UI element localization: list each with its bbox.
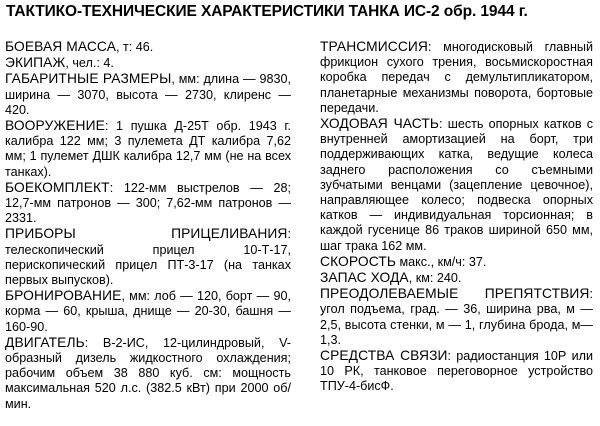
spec-entry-combat-mass xyxy=(5,39,291,55)
spec-text: : радиостанция 10Р или 10 РК, танковое переговорное устройство ТПУ-4-бисФ. xyxy=(320,349,594,394)
spec-heading: БОЕВАЯ МАССА xyxy=(5,39,116,54)
spec-entry-engine xyxy=(5,335,291,412)
spec-text: , мм: длина — 9830, ширина — 3070, высота — 2730, клиренс — 420. xyxy=(5,72,291,117)
spec-text: : телескопический прицел 10-Т-17, перископический прицел ПТ-3-17 (на танках первых выпусков). xyxy=(5,227,291,288)
spec-entry-sights xyxy=(5,226,291,288)
spec-heading: БРОНИРОВАНИЕ xyxy=(5,288,122,304)
spec-text: : 122-мм выстрелов — 28; 12,7-мм патронов — 300; 7,62-мм патронов — 2331. xyxy=(5,180,291,226)
right-column xyxy=(320,39,593,395)
spec-text: макс., км/ч: 37. xyxy=(396,254,487,269)
spec-heading: БОЕКОМПЛЕКТ xyxy=(5,179,110,195)
spec-text: , мм: лоб — 120, борт — 90, корма — 60, крыша, днище — 20-30, башня — 160-90. xyxy=(5,289,291,334)
left-column xyxy=(5,39,291,412)
spec-heading: ХОДОВАЯ ЧАСТЬ xyxy=(320,116,440,132)
spec-entry-ammunition xyxy=(5,180,291,227)
page-title: ТАКТИКО-ТЕХНИЧЕСКИЕ ХАРАКТЕРИСТИКИ ТАНКА ИС-2 обр. 1944 г. xyxy=(6,3,528,20)
spec-heading: ЗАПАС ХОДА xyxy=(320,270,409,286)
spec-heading: ГАБАРИТНЫЕ РАЗМЕРЫ xyxy=(5,71,172,87)
spec-text: : В-2-ИС, 12-цилиндровый, V-образный дизель жидкостного охлаждения; рабочим объем 38 880 куб. см: мощность максимальная 520 л.с. (382.5 кВт) при 2000 об/мин. xyxy=(5,335,291,411)
spec-heading: ТРАНСМИССИЯ xyxy=(320,39,428,54)
spec-text: : угол подъема, град. — 36, ширина рва, м — 2,5, высота стенки, м — 1, глубина брода, м— 1,3. xyxy=(320,287,593,347)
spec-heading: СРЕДСТВА СВЯЗИ xyxy=(320,348,448,364)
spec-entry-dimensions xyxy=(5,71,291,118)
spec-entry-transmission xyxy=(320,39,593,116)
spec-entry-obstacles xyxy=(320,286,593,348)
spec-text: , т: 46. xyxy=(116,40,154,54)
spec-entry-range xyxy=(320,270,593,286)
spec-entry-crew xyxy=(5,55,291,71)
spec-heading: ВООРУЖЕНИЕ xyxy=(5,118,105,134)
spec-heading: ПРЕОДОЛЕВАЕМЫЕ ПРЕПЯТСТВИЯ xyxy=(320,286,590,302)
spec-heading: ДВИГАТЕЛЬ xyxy=(5,334,85,350)
spec-text: : 1 пушка Д-25Т обр. 1943 г. калибра 122 мм; 3 пулемета ДТ калибра 7,62 мм; 1 пулемет ДШК калибра 12,7 мм (не на всех танках). xyxy=(5,119,291,179)
spec-entry-armament xyxy=(5,118,291,180)
spec-text: , чел.: 4. xyxy=(65,56,114,71)
spec-heading: СКОРОСТЬ xyxy=(320,253,396,269)
spec-entry-communications xyxy=(320,348,593,395)
spec-entry-running-gear xyxy=(320,116,593,254)
spec-heading: ПРИБОРЫ ПРИЦЕЛИВАНИЯ xyxy=(5,226,288,242)
spec-entry-speed xyxy=(320,254,593,270)
spec-entry-armor xyxy=(5,288,291,335)
spec-text: , км: 240. xyxy=(408,271,462,286)
spec-text: : многодисковый главный фрикцион сухого трения, восьмискоростная коробка передач с демультипликатором, планетарные механизмы поворота, бортовые передачи. xyxy=(320,40,593,115)
spec-heading: ЭКИПАЖ xyxy=(5,55,66,71)
spec-text: : шесть опорных катков с внутренней амортизацией на борт, три поддерживающих катка, ведущие колеса заднего расположения со съемными зубчатыми венцами (зацепление цевочное), направляющее колесо; подвеска опорных катков — индивидуальная торсионная; в каждой гусенице 86 траков шириной 650 мм, шаг трака 162 мм. xyxy=(320,117,593,253)
